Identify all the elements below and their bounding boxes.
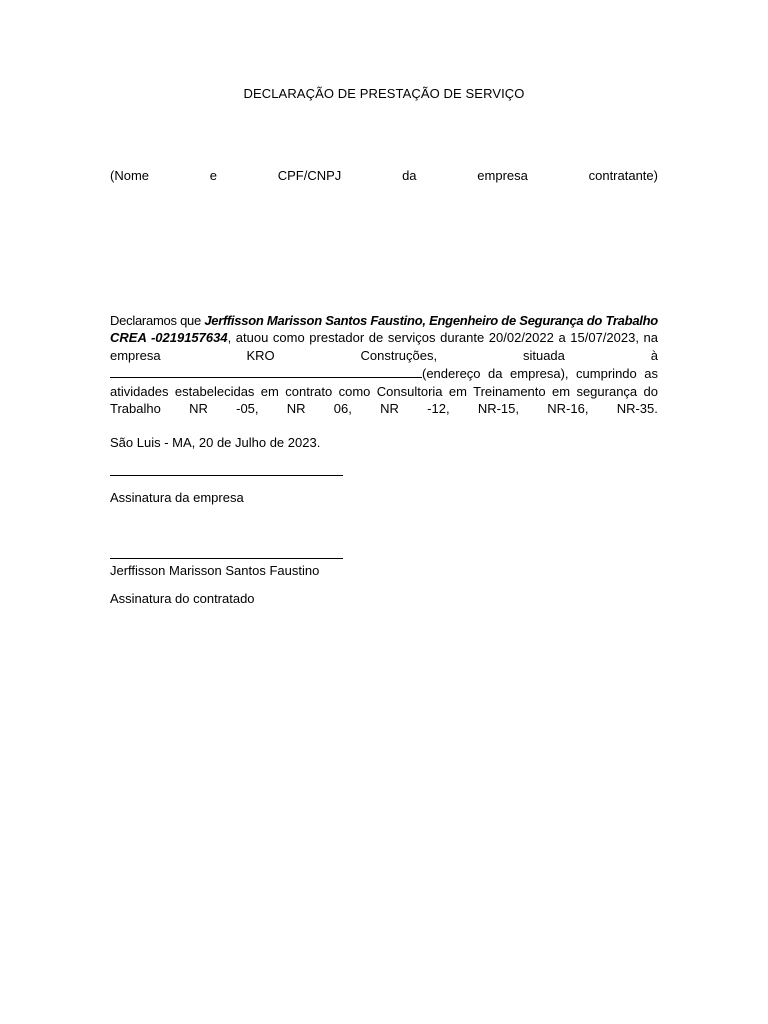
paragraph-line-4 <box>110 364 658 382</box>
paragraph-line-5 <box>110 383 658 400</box>
line6-word: NR <box>286 401 306 417</box>
address-blank <box>110 364 422 378</box>
contratante-word: contratante) <box>588 168 658 183</box>
line6-word: NR-15, <box>477 401 519 417</box>
line4-wrap <box>110 364 658 382</box>
line6-word: NR <box>189 401 208 417</box>
paragraph-line-6 <box>110 400 658 417</box>
paragraph-line-1 <box>110 312 658 329</box>
line4-after-blank: (endereço da empresa), cumprindo as <box>422 366 658 382</box>
line6-word: -05, <box>236 401 259 417</box>
document-title: DECLARAÇÃO DE PRESTAÇÃO DE SERVIÇO <box>243 86 525 101</box>
company-signature-label: Assinatura da empresa <box>110 490 244 505</box>
line2-rest: , atuou como prestador de serviços durante 20/02/2022 a 15/07/2023, na <box>227 330 658 346</box>
line3-word: Construções, <box>360 347 438 363</box>
line1-prefix: Declaramos que <box>110 313 205 328</box>
contratante-word: da <box>402 168 417 183</box>
line3-word: KRO <box>246 347 275 363</box>
place-date: São Luis - MA, 20 de Julho de 2023. <box>110 435 321 450</box>
contractor-name: Jerffisson Marisson Santos Faustino <box>110 563 320 578</box>
line6-word: 06, <box>333 401 352 417</box>
paragraph-line-2 <box>110 329 658 346</box>
contratante-line <box>110 168 658 183</box>
line5-text: atividades estabelecidas em contrato como Consultoria em Treinamento em segurança do <box>110 383 658 399</box>
line3-word: empresa <box>110 347 161 363</box>
line6-word: NR <box>380 401 399 417</box>
contractor-signature-line <box>110 558 343 559</box>
line1-wrap <box>110 312 658 329</box>
line3-word: situada <box>522 347 565 363</box>
contratante-word: empresa <box>477 168 528 183</box>
contractor-name-title: Jerffisson Marisson Santos Faustino, Engenheiro de Segurança do Trabalho <box>204 313 658 328</box>
line6-word: Trabalho <box>110 401 161 417</box>
line3-word: à <box>650 347 658 363</box>
line6-word: NR-16, <box>547 401 589 417</box>
declaration-paragraph <box>110 312 658 417</box>
company-signature-line <box>110 475 343 476</box>
line2-wrap <box>110 329 658 346</box>
paragraph-line-3 <box>110 347 658 364</box>
line6-word: NR-35. <box>616 401 658 417</box>
contractor-signature-label: Assinatura do contratado <box>110 591 255 606</box>
crea-number: CREA -0219157634 <box>110 330 228 346</box>
contratante-word: e <box>209 168 217 183</box>
contratante-word: (Nome <box>110 168 150 183</box>
contratante-word: CPF/CNPJ <box>277 168 342 183</box>
line6-word: -12, <box>427 401 450 417</box>
